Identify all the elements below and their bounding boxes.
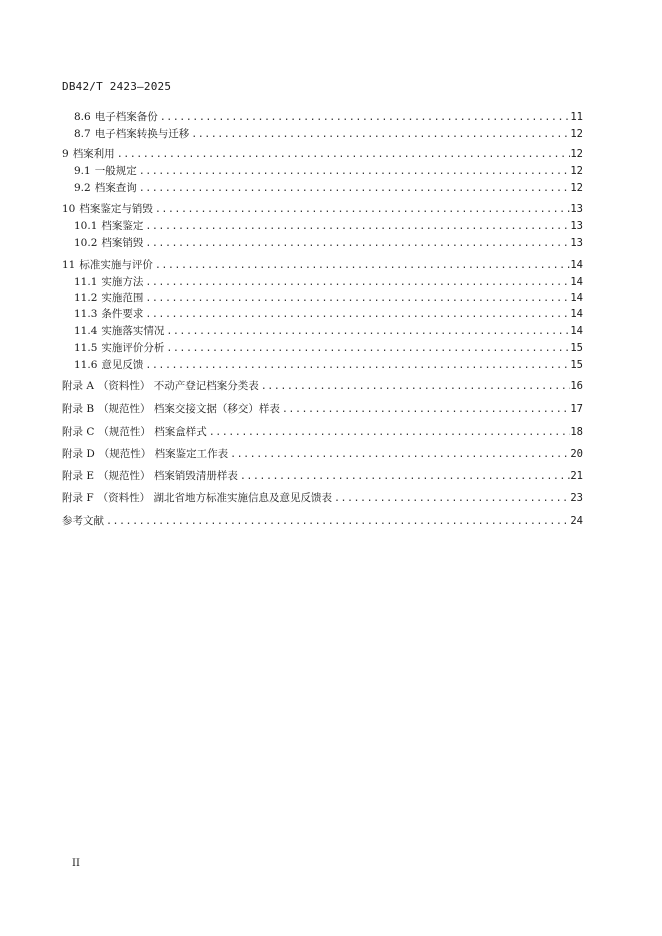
toc-entry-page: 12 bbox=[570, 148, 583, 160]
toc-leader-dots bbox=[143, 236, 570, 252]
toc-leader-dots bbox=[115, 147, 571, 163]
toc-leader-dots bbox=[189, 127, 570, 143]
toc-entry-page: 12 bbox=[570, 128, 583, 140]
toc-entry-number: 附录 F bbox=[62, 492, 94, 504]
document-code-header: DB42/T 2423—2025 bbox=[62, 80, 172, 93]
toc-leader-dots bbox=[158, 110, 571, 126]
toc-entry-page: 11 bbox=[570, 111, 583, 123]
toc-entry[interactable] bbox=[62, 109, 583, 125]
toc-entry-number: 附录 B bbox=[62, 403, 95, 415]
toc-entry-title: 实施评价分析 bbox=[101, 342, 165, 354]
page-number-footer: II bbox=[72, 858, 80, 869]
toc-entry[interactable] bbox=[62, 274, 583, 290]
toc-entry-page: 13 bbox=[570, 237, 583, 249]
toc-entry[interactable] bbox=[62, 163, 583, 179]
toc-entry-page: 17 bbox=[570, 403, 583, 415]
toc-entry[interactable] bbox=[62, 378, 583, 394]
toc-leader-dots bbox=[143, 291, 570, 307]
toc-entry-number: 11.4 bbox=[74, 325, 98, 337]
toc-entry-number: 8.7 bbox=[74, 128, 91, 140]
toc-entry-number: 9 bbox=[62, 148, 69, 160]
toc-entry-number: 10.2 bbox=[74, 237, 98, 249]
toc-entry-number: 附录 A bbox=[62, 380, 94, 392]
toc-entry-title: 实施范围 bbox=[101, 292, 144, 304]
toc-entry[interactable] bbox=[62, 401, 583, 417]
toc-entry-title: 档案销毁 bbox=[101, 237, 144, 249]
toc-entry-number: 10 bbox=[62, 203, 76, 215]
toc-entry-title: （规范性） 档案盒样式 bbox=[98, 426, 207, 438]
toc-entry-page: 20 bbox=[570, 448, 583, 460]
toc-entry-number: 11.5 bbox=[74, 342, 98, 354]
toc-entry-title: 档案鉴定 bbox=[101, 220, 144, 232]
toc-entry-number: 11.3 bbox=[74, 308, 98, 320]
toc-entry[interactable] bbox=[62, 424, 583, 440]
toc-entry-number: 8.6 bbox=[74, 111, 91, 123]
toc-entry[interactable] bbox=[62, 257, 583, 273]
toc-entry[interactable] bbox=[62, 513, 583, 529]
toc-entry-page: 13 bbox=[570, 203, 583, 215]
toc-entry[interactable] bbox=[62, 290, 583, 306]
toc-entry-page: 24 bbox=[570, 515, 583, 527]
toc-entry-page: 14 bbox=[570, 325, 583, 337]
toc-entry[interactable] bbox=[62, 126, 583, 142]
toc-entry-page: 14 bbox=[570, 276, 583, 288]
toc-entry-page: 14 bbox=[570, 259, 583, 271]
toc-entry-number: 9.2 bbox=[74, 182, 91, 194]
toc-leader-dots bbox=[104, 514, 570, 530]
toc-leader-dots bbox=[332, 491, 570, 507]
toc-entry-title: 实施落实情况 bbox=[101, 325, 165, 337]
toc-entry-page: 14 bbox=[570, 292, 583, 304]
toc-leader-dots bbox=[164, 341, 570, 357]
toc-leader-dots bbox=[280, 402, 570, 418]
toc-entry-title: 条件要求 bbox=[101, 308, 144, 320]
toc-leader-dots bbox=[153, 258, 570, 274]
toc-entry-title: 参考文献 bbox=[62, 515, 104, 527]
toc-entry-title: （规范性） 档案交接文据（移交）样表 bbox=[98, 403, 280, 415]
toc-entry-number: 附录 D bbox=[62, 448, 95, 460]
toc-entry-page: 13 bbox=[570, 220, 583, 232]
toc-entry-page: 21 bbox=[570, 470, 583, 482]
toc-entry-number: 11.6 bbox=[74, 359, 98, 371]
toc-leader-dots bbox=[259, 379, 571, 395]
toc-entry-number: 附录 C bbox=[62, 426, 95, 438]
toc-entry-page: 18 bbox=[570, 426, 583, 438]
toc-entry-title: （资料性） 不动产登记档案分类表 bbox=[97, 380, 259, 392]
toc-entry-number: 11.1 bbox=[74, 276, 98, 288]
toc-entry[interactable] bbox=[62, 490, 583, 506]
toc-entry-title: 实施方法 bbox=[101, 276, 144, 288]
toc-entry-title: 一般规定 bbox=[94, 165, 137, 177]
toc-entry[interactable] bbox=[62, 235, 583, 251]
toc-entry-title: 档案鉴定与销毁 bbox=[79, 203, 153, 215]
toc-entry[interactable] bbox=[62, 323, 583, 339]
toc-leader-dots bbox=[164, 324, 570, 340]
toc-entry[interactable] bbox=[62, 446, 583, 462]
toc-entry[interactable] bbox=[62, 218, 583, 234]
toc-entry-title: 电子档案转换与迁移 bbox=[94, 128, 190, 140]
toc-entry-title: 标准实施与评价 bbox=[79, 259, 153, 271]
toc-entry[interactable] bbox=[62, 201, 583, 217]
toc-entry[interactable] bbox=[62, 340, 583, 356]
toc-entry-title: （规范性） 档案鉴定工作表 bbox=[98, 448, 229, 460]
toc-entry-title: （资料性） 湖北省地方标准实施信息及意见反馈表 bbox=[97, 492, 332, 504]
toc-entry-title: （规范性） 档案销毁清册样表 bbox=[98, 470, 238, 482]
toc-leader-dots bbox=[143, 358, 570, 374]
toc-leader-dots bbox=[153, 202, 570, 218]
toc-entry-page: 23 bbox=[570, 492, 583, 504]
toc-entry-number: 9.1 bbox=[74, 165, 91, 177]
toc-leader-dots bbox=[238, 469, 570, 485]
toc-leader-dots bbox=[137, 181, 571, 197]
toc-entry-number: 11.2 bbox=[74, 292, 98, 304]
toc-leader-dots bbox=[143, 275, 570, 291]
toc-entry-number: 附录 E bbox=[62, 470, 95, 482]
toc-entry-page: 15 bbox=[570, 359, 583, 371]
toc-entry-page: 12 bbox=[570, 182, 583, 194]
toc-entry-title: 电子档案备份 bbox=[94, 111, 158, 123]
toc-leader-dots bbox=[228, 447, 570, 463]
toc-leader-dots bbox=[137, 164, 571, 180]
toc-entry[interactable] bbox=[62, 146, 583, 162]
toc-entry-page: 12 bbox=[570, 165, 583, 177]
toc-entry[interactable] bbox=[62, 468, 583, 484]
toc-entry-page: 14 bbox=[570, 308, 583, 320]
toc-entry-number: 10.1 bbox=[74, 220, 98, 232]
toc-entry-title: 档案利用 bbox=[72, 148, 115, 160]
toc-entry-title: 档案查询 bbox=[94, 182, 137, 194]
toc-entry-title: 意见反馈 bbox=[101, 359, 144, 371]
toc-leader-dots bbox=[207, 425, 571, 441]
toc-entry[interactable] bbox=[62, 357, 583, 373]
toc-leader-dots bbox=[143, 307, 570, 323]
toc-entry-number: 11 bbox=[62, 259, 76, 271]
toc-entry-page: 16 bbox=[570, 380, 583, 392]
toc-entry-page: 15 bbox=[570, 342, 583, 354]
toc-leader-dots bbox=[143, 219, 570, 235]
toc-entry[interactable] bbox=[62, 306, 583, 322]
toc-entry[interactable] bbox=[62, 180, 583, 196]
